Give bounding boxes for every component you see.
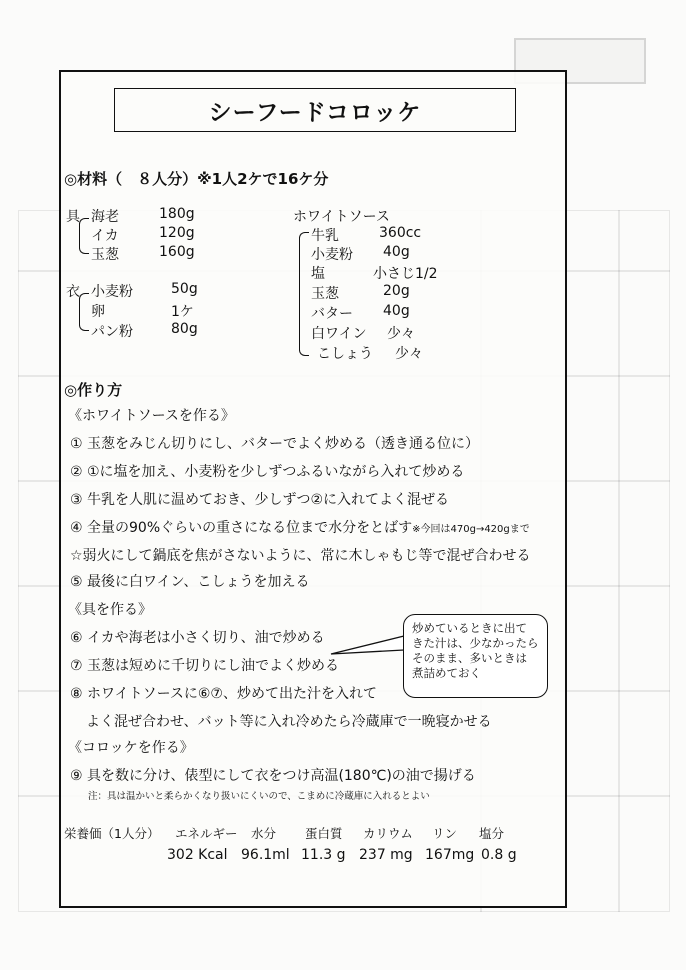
- background-table-col: [618, 210, 620, 912]
- step-7: ⑦ 玉葱は短めに千切りにし油でよく炒める: [70, 658, 339, 674]
- ingredient-name: 小麦粉: [311, 247, 353, 263]
- ingredient-amount: 40g: [383, 244, 410, 260]
- ingredient-amount: 160g: [159, 244, 195, 260]
- ingredient-amount: 1ケ: [171, 304, 194, 320]
- ingredient-amount: 360cc: [379, 225, 422, 241]
- nutrition-value-phosphorus: 167mg: [425, 847, 475, 863]
- materials-heading: ◎材料（ ８人分）※1人2ケで16ケ分: [64, 170, 329, 188]
- gu-bracket: [79, 218, 89, 254]
- gu-label: 具: [66, 209, 80, 225]
- nutrition-header-phosphorus: リン: [432, 826, 458, 841]
- ingredient-name: 玉葱: [311, 286, 339, 302]
- ingredient-name: 白ワイン: [311, 326, 367, 342]
- nutrition-value-potassium: 237 mg: [359, 847, 413, 863]
- nutrition-label: 栄養価（1人分）: [64, 826, 160, 841]
- step-5: ⑤ 最後に白ワイン、こしょうを加える: [70, 574, 310, 590]
- ingredient-amount: 20g: [383, 283, 410, 299]
- ingredient-name: バター: [311, 306, 353, 322]
- step-4: [70, 517, 530, 537]
- ingredient-name: 卵: [91, 304, 105, 320]
- ingredient-amount: 少々: [387, 326, 415, 342]
- subheading-white-sauce: 《ホワイトソースを作る》: [68, 408, 235, 424]
- ingredient-name: 塩: [311, 266, 325, 282]
- bubble-line: 煮詰めておく: [412, 666, 481, 680]
- bubble-line: そのまま、多いときは: [412, 651, 527, 665]
- page-title: シーフードコロッケ: [114, 88, 516, 132]
- nutrition-header-protein: 蛋白質: [305, 826, 343, 841]
- step-4-note: ※今回は470g→420gまで: [412, 524, 530, 535]
- ingredient-amount: 80g: [171, 321, 198, 337]
- step-8: ⑧ ホワイトソースに⑥⑦、炒めて出た汁を入れて: [70, 686, 377, 702]
- step-4-tip: ☆弱火にして鍋底を焦がさないように、常に木しゃもじ等で混ぜ合わせる: [70, 548, 531, 564]
- tip-bubble: [403, 614, 548, 698]
- nutrition-value-protein: 11.3 g: [301, 847, 346, 863]
- step-1: ① 玉葱をみじん切りにし、バターでよく炒める（透き通る位に）: [70, 436, 479, 452]
- ingredient-name: 小麦粉: [91, 284, 133, 300]
- nutrition-header-energy: エネルギー: [175, 826, 238, 841]
- step-2: ② ①に塩を加え、小麦粉を少しずつふるいながら入れて炒める: [70, 464, 465, 480]
- bubble-tail: [329, 632, 409, 662]
- koromo-bracket: [79, 293, 89, 331]
- nutrition-value-water: 96.1ml: [241, 847, 290, 863]
- nutrition-value-salt: 0.8 g: [481, 847, 517, 863]
- nutrition-header-water: 水分: [251, 826, 277, 841]
- ingredient-name: 玉葱: [91, 247, 119, 263]
- ingredient-amount: 180g: [159, 206, 195, 222]
- ingredient-amount: 少々: [395, 346, 423, 362]
- step-6: ⑥ イカや海老は小さく切り、油で炒める: [70, 630, 325, 646]
- footnote: 注：具は温かいと柔らかくなり扱いにくいので、こまめに冷蔵庫に入れるとよい: [88, 791, 430, 802]
- ingredient-amount: 50g: [171, 281, 198, 297]
- step-3: ③ 牛乳を人肌に温めておき、少しずつ②に入れてよく混ぜる: [70, 492, 449, 508]
- step-4-text: ④ 全量の90%ぐらいの重さになる位まで水分をとばす: [70, 520, 413, 536]
- nutrition-value-energy: 302 Kcal: [167, 847, 228, 863]
- nutrition-header-potassium: カリウム: [363, 826, 413, 841]
- bubble-line: 炒めているときに出て: [412, 621, 527, 635]
- koromo-label: 衣: [66, 284, 80, 300]
- bubble-line: きた汁は、少なかったら: [412, 636, 539, 650]
- method-heading: ◎作り方: [64, 381, 123, 399]
- ingredient-name: 牛乳: [311, 228, 339, 244]
- step-8-cont: よく混ぜ合わせ、バット等に入れ冷めたら冷蔵庫で一晩寝かせる: [86, 714, 492, 730]
- white-sauce-bracket: [299, 232, 309, 356]
- ingredient-amount: 40g: [383, 303, 410, 319]
- subheading-croquette: 《コロッケを作る》: [68, 740, 194, 756]
- ingredient-name: 海老: [91, 209, 119, 225]
- recipe-sheet: [59, 70, 567, 908]
- ingredient-name: こしょう: [317, 346, 373, 362]
- white-sauce-label: ホワイトソース: [293, 209, 390, 225]
- ingredient-name: イカ: [91, 228, 119, 244]
- nutrition-header-salt: 塩分: [479, 826, 505, 841]
- ingredient-name: パン粉: [91, 324, 133, 340]
- ingredient-amount: 小さじ1/2: [373, 266, 438, 282]
- step-9: ⑨ 具を数に分け、俵型にして衣をつけ高温(180℃)の油で揚げる: [70, 768, 476, 784]
- subheading-filling: 《具を作る》: [68, 602, 152, 618]
- ingredient-amount: 120g: [159, 225, 195, 241]
